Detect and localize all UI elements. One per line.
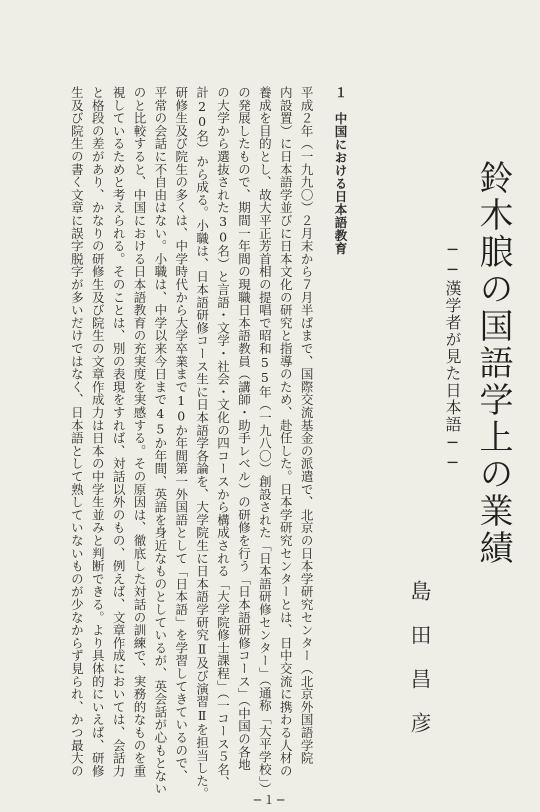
body-text-column: 内設置）に日本語学並びに日本文化の研究と指導のため、赴任した。日本学研究センターとは、日中交流に携わる人材の <box>278 86 294 778</box>
page-number: ─１─ <box>253 793 287 807</box>
body-text-block <box>69 86 348 800</box>
body-text-column: 計20名）から成る。小職は、日本語研修コース生に日本語学各論を、大学院生に日本語学研究Ⅱ及び演習Ⅱを担当した。 <box>194 86 210 800</box>
body-text-column: 研修生及び院生の多くは、中学時代から大学卒業まで10か年間第一外国語として「日本語」を学習してきているので、 <box>173 86 189 783</box>
body-text-column: 平常の会話に不自由はない。小職は、中学以来今日まで45か年間、英語を身近なものとしているが、英会話が心もとない <box>152 86 168 795</box>
article-title: 鈴木朖の国語学上の業績 <box>473 160 513 567</box>
body-text-column: 視しているためと考えられる。そのことは、別の表現をすれば、対話以外のもの、例えば、文章作成においては、会話力 <box>111 86 127 778</box>
section-heading: １ 中国における日本語教育 <box>333 86 348 255</box>
body-text-column: と格段の差があり、かなりの研修生及び院生の文章作成力は日本の中学生並みと判断できる。より具体的にいえば、研修 <box>90 86 106 778</box>
body-text-column: 生及び院生の書く文章に誤字脱字が多いだけではなく、日本語として熟していないものが少なからず見られ、かつ最大の <box>69 86 85 778</box>
body-text-column: のと比較すると、中国における日本語教育の充実度を実感する。その原因は、徹底した対話の訓練で、実務的なものを重 <box>131 86 147 778</box>
body-text-column: 平成２年（一九九〇）２月末から７月半ばまで、国際交流基金の派遣で、北京の日本学研究センター（北京外国語学院 <box>299 86 315 765</box>
article-subtitle: ──漢学者が見た日本語── <box>443 240 462 473</box>
body-text-column: 養成を目的とし、故大平正芳首相の提唱で昭和55年（一九八〇）創設された「日本語研修センター」（通称「大平学校」） <box>257 86 273 796</box>
body-text-column: の発展したもので、期間一年間の現職日本語教員（講師・助手レベル）の研修を行う「日本語研修コース」（中国の各地 <box>236 86 252 771</box>
author-name: 島田昌彦 <box>408 580 432 756</box>
body-text-column: の大学から選抜された30名）と言語・文学・社会・文化の四コースから構成される「大学院修士課程」（一コース５名、 <box>215 86 231 789</box>
